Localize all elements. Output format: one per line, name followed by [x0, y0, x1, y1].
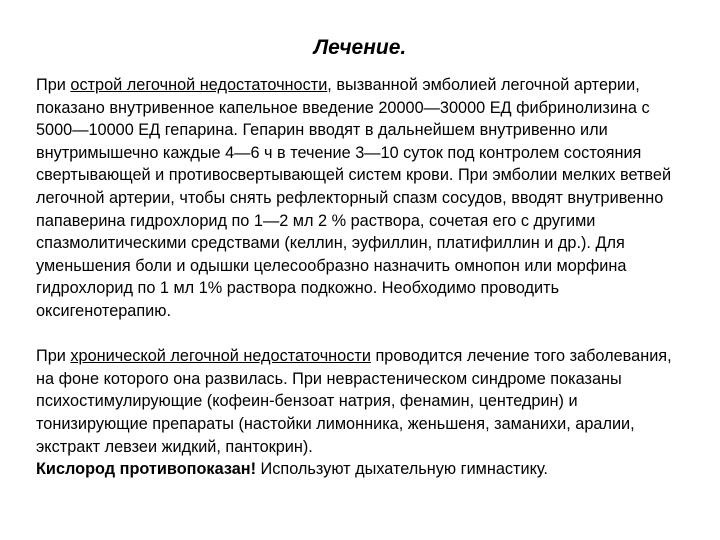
paragraph-lead: При [36, 347, 71, 366]
oxygen-warning: Кислород противопоказан! [36, 460, 257, 479]
paragraph-chronic [36, 345, 686, 481]
paragraph-gap [36, 323, 686, 346]
body-text [36, 74, 686, 481]
paragraph-text: проводится лечение того заболевания, на фоне которого она развилась. При неврастеническом синдроме показаны психостимулирующие (кофеин-бензоат натрия, фенамин, центедрин) и тонизирующие препараты (настойки лимонника, женьшеня, заманихи, аралии, экстракт левзеи жидкий, пантокрин). [36, 347, 672, 456]
paragraph-acute [36, 74, 686, 323]
paragraph-lead: При [36, 76, 71, 94]
chronic-insufficiency-link[interactable]: хронической легочной недостаточности [70, 347, 371, 366]
paragraph-tail: Используют дыхательную гимнастику. [256, 460, 548, 479]
page-title: Лечение. [313, 36, 407, 59]
acute-insufficiency-link[interactable]: острой легочной недостаточности [70, 76, 328, 94]
paragraph-text: , вызванной эмболией легочной артерии, показано внутривенное капельное введение 20000—30000 ЕД фибринолизина с 5000—10000 ЕД гепарина. Гепарин вводят в дальнейшем внутривенно или внутримышечно каждые 4—6 ч в течение 3—10 суток под контролем состояния свертывающей и противосвертывающей систем крови. При эмболии мелких ветвей легочной артерии, чтобы снять рефлекторный спазм сосудов, вводят внутривенно папаверина гидрохлорид по 1—2 мл 2 % раствора, сочетая его с другими спазмолитическими средствами (келлин, эуфиллин, платифиллин и др.). Для уменьшения боли и одышки целесообразно назначить омнопон или морфина гидрохлорид по 1 мл 1% раствора подкожно. Необходимо проводить оксигенотерапию. [36, 76, 672, 320]
